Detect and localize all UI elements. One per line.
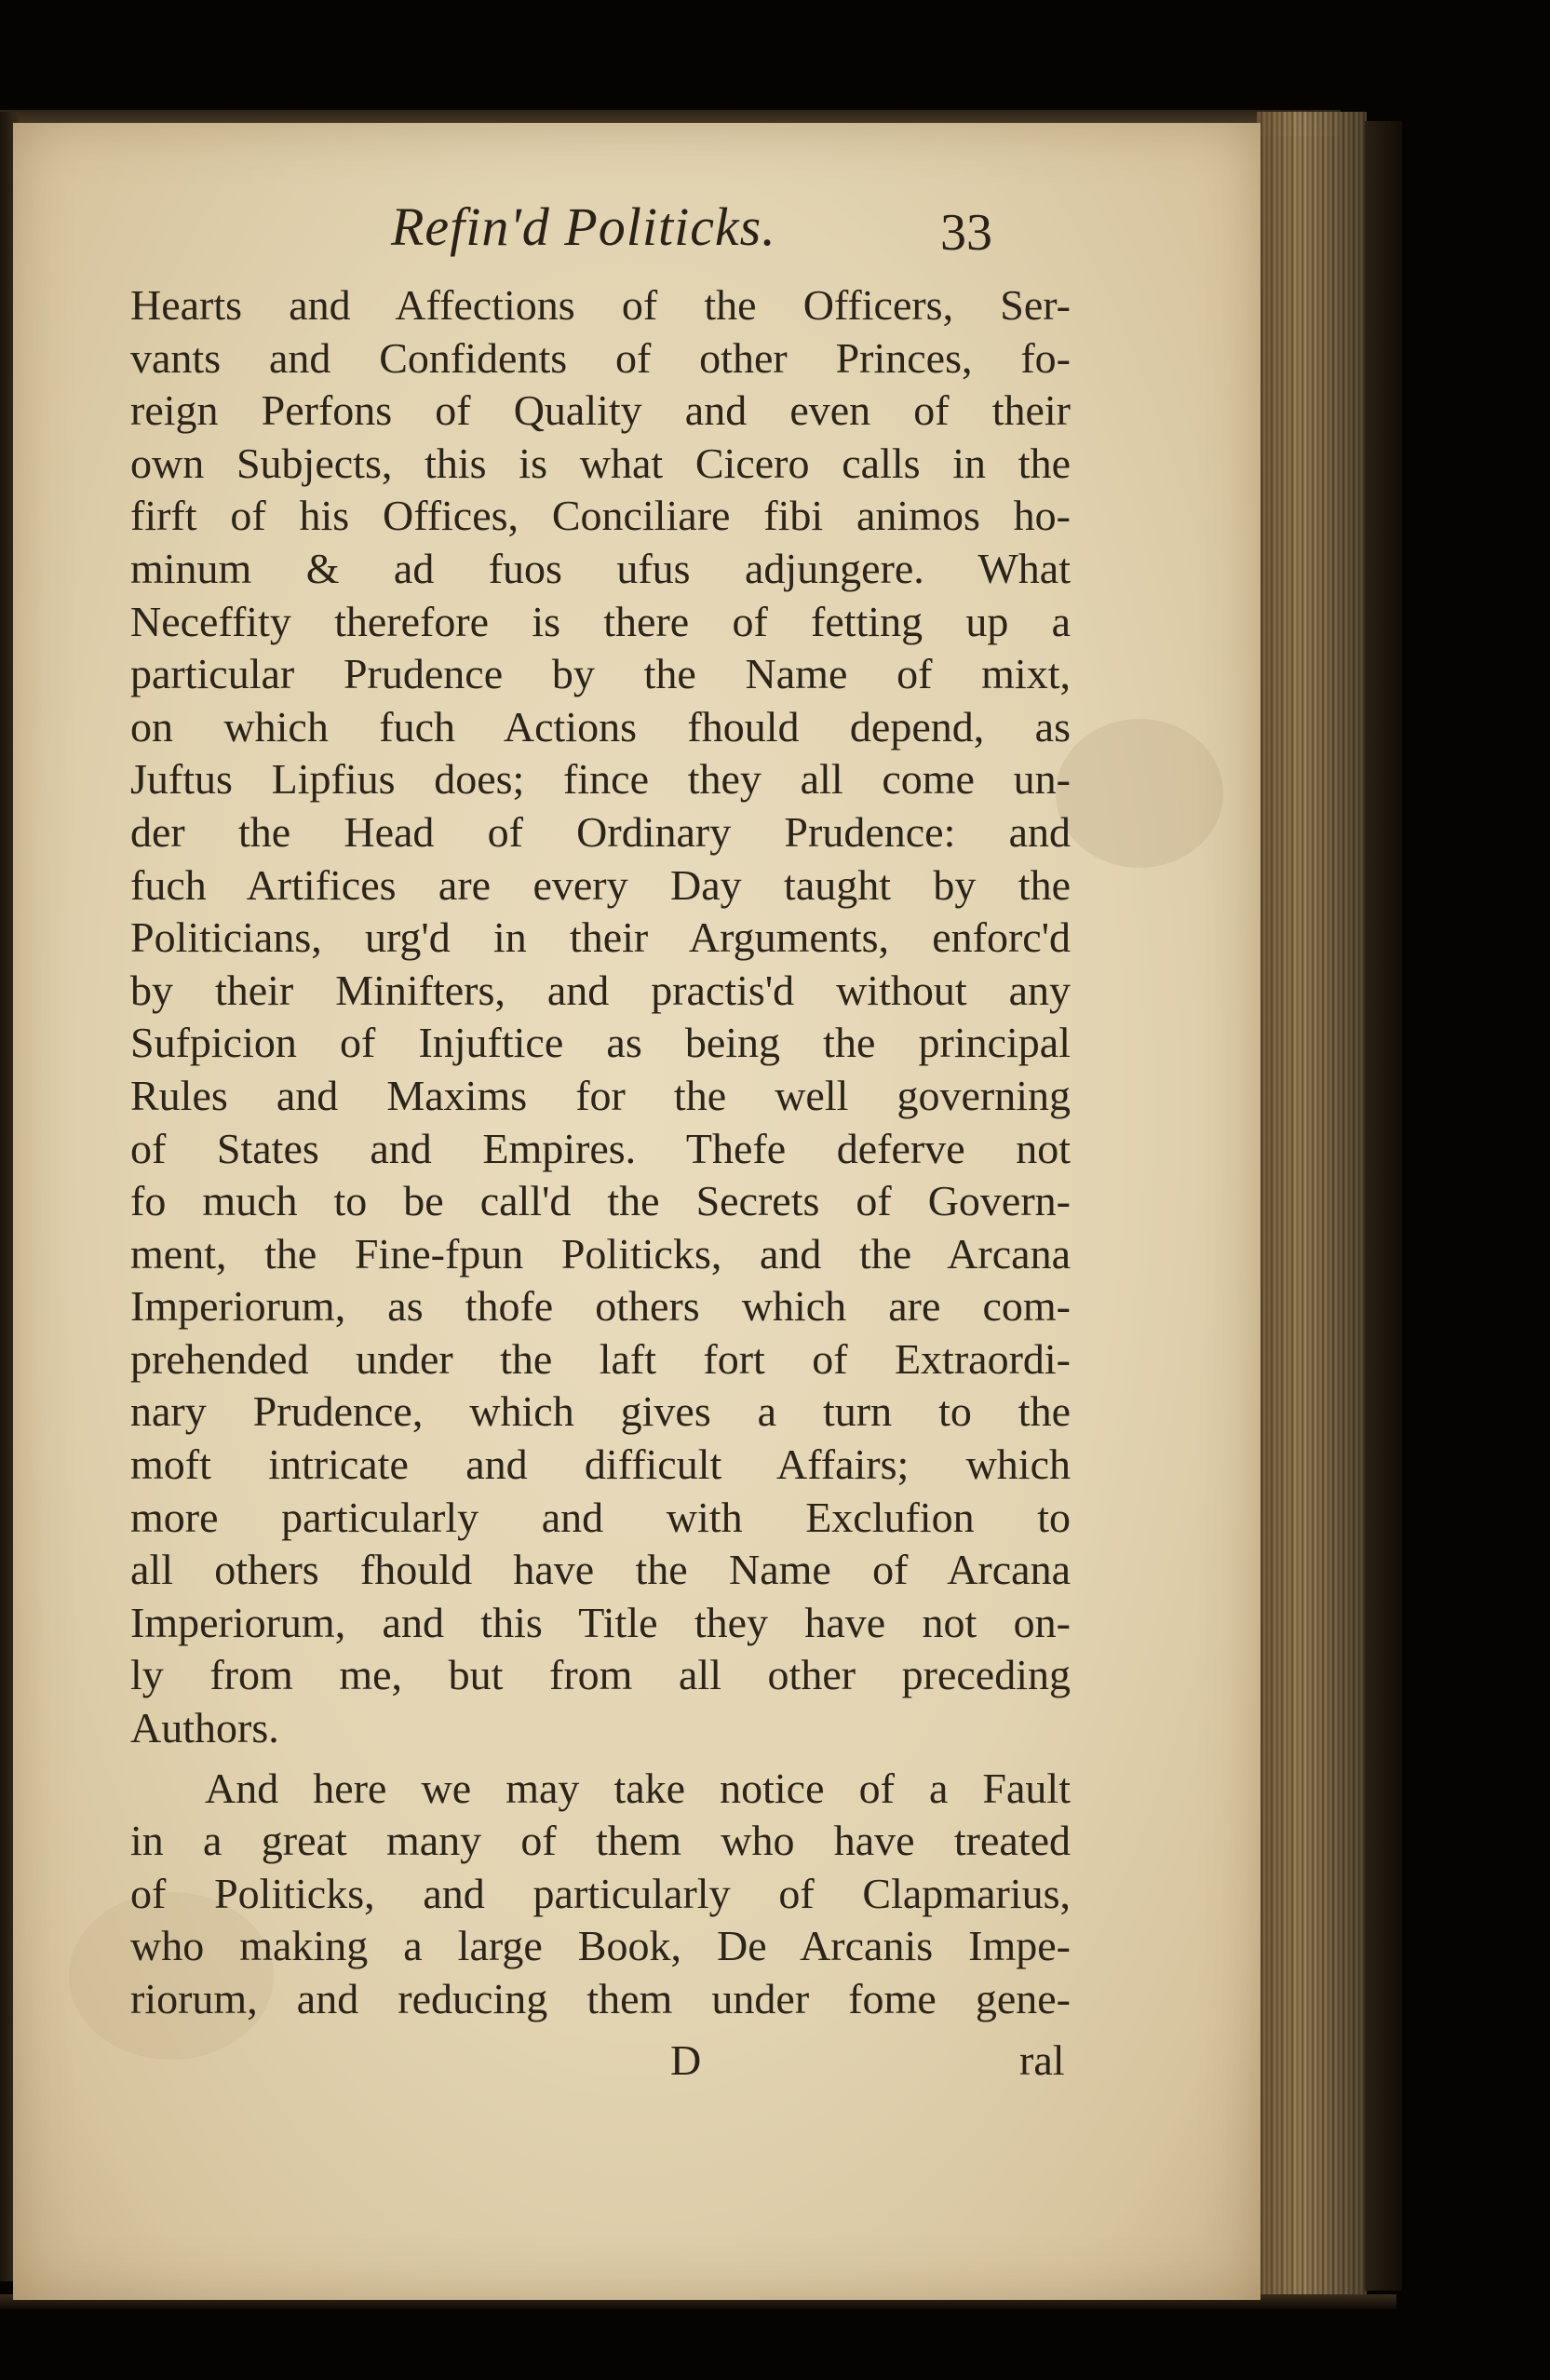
text-line: of Politicks, and particularly of Clapmarius, — [130, 1869, 1071, 1917]
text-line: Imperiorum, and this Title they have not on- — [130, 1598, 1071, 1646]
text-line: all others fhould have the Name of Arcana — [130, 1546, 1071, 1594]
text-line: Sufpicion of Injuftice as being the principal — [130, 1019, 1071, 1067]
body-text — [130, 279, 1071, 2026]
text-line: vants and Confidents of other Princes, fo- — [130, 333, 1071, 382]
text-line: more particularly and with Exclufion to — [130, 1493, 1071, 1541]
text-line: prehended under the laft fort of Extraordi- — [130, 1334, 1071, 1383]
text-line: by their Minifters, and practis'd without any — [130, 966, 1071, 1014]
binding-right-edge — [1365, 121, 1402, 2291]
text-line: fuch Artifices are every Day taught by the — [130, 860, 1071, 909]
text-line: Rules and Maxims for the well governing — [130, 1071, 1071, 1119]
text-line: reign Perfons of Quality and even of their — [130, 386, 1071, 435]
text-line: ment, the Fine-fpun Politicks, and the Arcana — [130, 1229, 1071, 1278]
text-line: Politicians, urg'd in their Arguments, enforc'd — [130, 913, 1071, 962]
text-line: firft of his Offices, Conciliare fibi animos ho- — [130, 492, 1071, 540]
text-line: Imperiorum, as thofe others which are com- — [130, 1282, 1071, 1331]
signature-mark: D — [670, 2036, 702, 2084]
fore-edge-shadow — [1257, 112, 1367, 2302]
text-line: riorum, and reducing them under fome gene- — [130, 1975, 1071, 2022]
text-line: Authors. — [130, 1704, 279, 1752]
text-line: minum & ad fuos ufus adjungere. What — [130, 544, 1071, 592]
text-line: particular Prudence by the Name of mixt, — [130, 650, 1071, 698]
text-line: of States and Empires. Thefe deferve not — [130, 1124, 1071, 1172]
text-line: fo much to be call'd the Secrets of Govern- — [130, 1177, 1071, 1225]
catchword: ral — [1019, 2036, 1065, 2084]
paper-stain — [1056, 719, 1223, 868]
text-line: der the Head of Ordinary Prudence: and — [130, 807, 1071, 856]
page-number: 33 — [940, 204, 992, 262]
text-line: on which fuch Actions fhould depend, as — [130, 702, 1071, 751]
text-line: who making a large Book, De Arcanis Impe- — [130, 1922, 1071, 1970]
text-line: Hearts and Affections of the Officers, Ser- — [130, 281, 1071, 329]
text-line: own Subjects, this is what Cicero calls in the — [130, 439, 1071, 487]
text-line: Neceffity therefore is there of fetting up a — [130, 597, 1071, 645]
text-line: nary Prudence, which gives a turn to the — [130, 1387, 1071, 1436]
text-line: ly from me, but from all other preceding — [130, 1651, 1071, 1699]
paragraph-gap — [130, 1755, 1071, 1763]
running-head: Refin'd Politicks. — [391, 196, 776, 257]
text-line: Juftus Lipfius does; fince they all come un- — [130, 755, 1071, 804]
text-line: And here we may take notice of a Fault — [205, 1764, 1071, 1812]
text-line: moft intricate and difficult Affairs; which — [130, 1440, 1071, 1489]
text-line: in a great many of them who have treated — [130, 1817, 1071, 1865]
